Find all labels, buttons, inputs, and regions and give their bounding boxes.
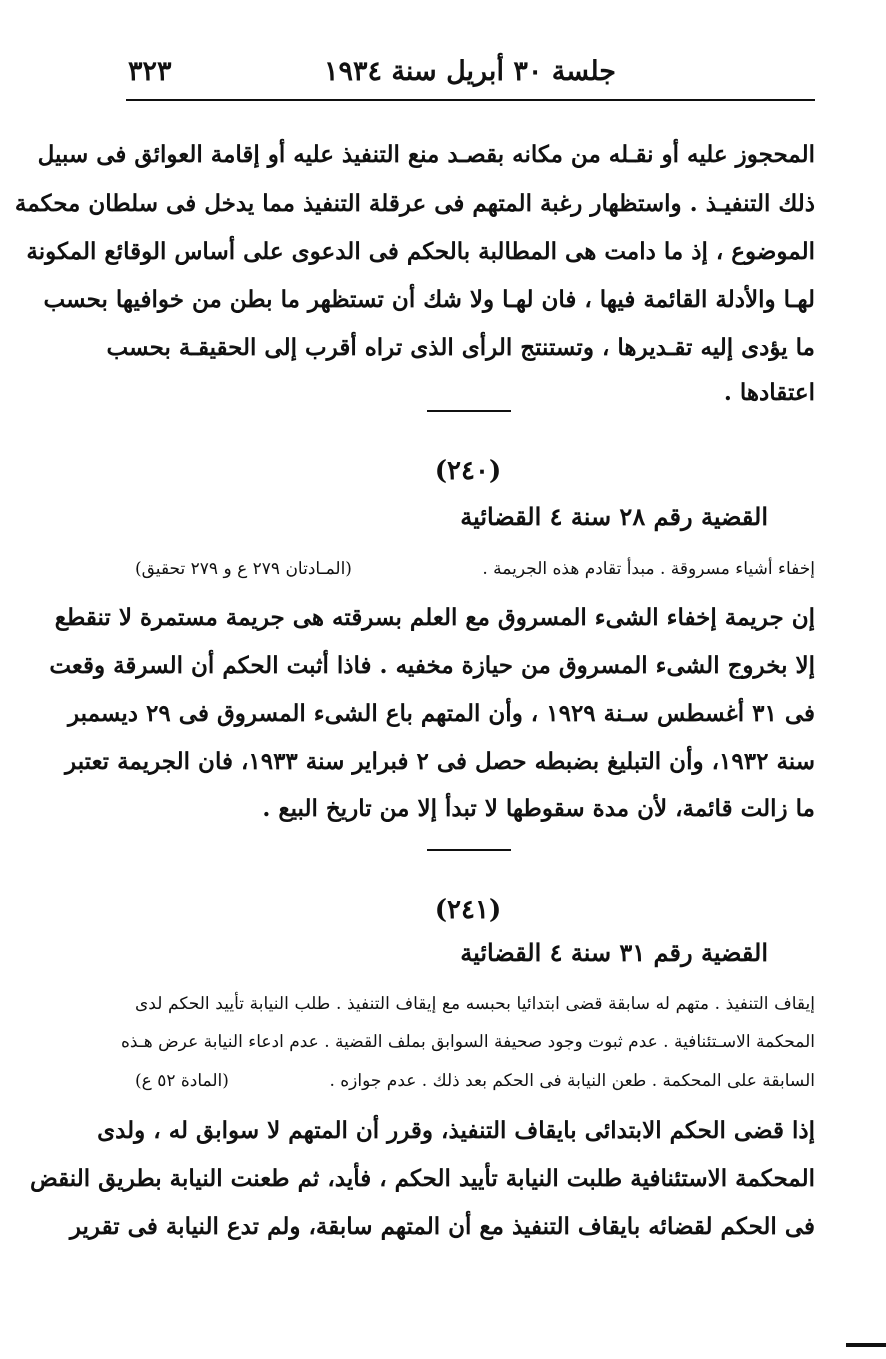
margin-mark bbox=[846, 1343, 886, 1347]
paragraph-line: المحكمة الاستئنافية طلبت النيابة تأييد الحكم ، فأيد، ثم طعنت النيابة بطريق النقض bbox=[29, 1165, 815, 1192]
section-separator bbox=[427, 410, 511, 412]
header-rule bbox=[126, 99, 815, 101]
paragraph-line: اعتقادها . bbox=[723, 379, 815, 406]
case-number: (٢٤١) bbox=[434, 895, 502, 925]
case-articles: (المـادتان ٢٧٩ ع و ٢٧٩ تحقيق) bbox=[135, 559, 352, 579]
paragraph-line: إذا قضى الحكم الابتدائى بايقاف التنفيذ، وقرر أن المتهم لا سوابق له ، ولدى bbox=[97, 1117, 815, 1144]
paragraph-line: ما زالت قائمة، لأن مدة سقوطها لا تبدأ إلا من تاريخ البيع . bbox=[262, 795, 815, 822]
case-reference: القضية رقم ٢٨ سنة ٤ القضائية bbox=[460, 502, 768, 531]
case-keywords: السابقة على المحكمة . طعن النيابة فى الحكم بعد ذلك . عدم جوازه . bbox=[329, 1071, 815, 1091]
paragraph-line: إن جريمة إخفاء الشىء المسروق مع العلم بسرقته هى جريمة مستمرة لا تنقطع bbox=[54, 604, 815, 631]
case-keywords-line: إيقاف التنفيذ . متهم له سابقة قضى ابتدائيا بحبسه مع إيقاف التنفيذ . طلب النيابة تأييد الحكم لدى bbox=[135, 994, 815, 1014]
paragraph-line: ذلك التنفيـذ . واستظهار رغبة المتهم فى عرقلة التنفيذ مما يدخل فى سلطان محكمة bbox=[14, 190, 815, 217]
paragraph-line: ما يؤدى إليه تقـديرها ، وتستنتج الرأى الذى تراه أقرب إلى الحقيقـة بحسب bbox=[106, 334, 815, 361]
paragraph-line: فى ٣١ أغسطس سـنة ١٩٢٩ ، وأن المتهم باع الشىء المسروق فى ٢٩ ديسمبر bbox=[67, 700, 815, 727]
paragraph-line: سنة ١٩٣٢، وأن التبليغ بضبطه حصل فى ٢ فبراير سنة ١٩٣٣، فان الجريمة تعتبر bbox=[65, 748, 815, 775]
paragraph-line: لهـا والأدلة القائمة فيها ، فان لهـا ولا شك أن تستظهر ما بطن من خوافيها بحسب bbox=[43, 286, 815, 313]
case-reference: القضية رقم ٣١ سنة ٤ القضائية bbox=[460, 938, 768, 967]
paragraph-line: فى الحكم لقضائه بايقاف التنفيذ مع أن المتهم سابقة، ولم تدع النيابة فى تقرير bbox=[69, 1213, 815, 1240]
case-articles: (المادة ٥٢ ع) bbox=[135, 1071, 229, 1091]
paragraph-line: إلا بخروج الشىء المسروق من حيازة مخفيه . فاذا أثبت الحكم أن السرقة وقعت bbox=[49, 652, 815, 679]
section-separator bbox=[427, 849, 511, 851]
case-keywords: إخفاء أشياء مسروقة . مبدأ تقادم هذه الجريمة . bbox=[482, 559, 815, 579]
case-keywords-line: المحكمة الاسـتئنافية . عدم ثبوت وجود صحيفة السوابق بملف القضية . عدم ادعاء النيابة عرض هـذه bbox=[120, 1032, 815, 1052]
running-header-title: جلسة ٣٠ أبريل سنة ١٩٣٤ bbox=[324, 56, 616, 87]
paragraph-line: المحجوز عليه أو نقـله من مكانه بقصـد منع التنفيذ عليه أو إقامة العوائق فى سبيل bbox=[37, 141, 815, 168]
case-number: (٢٤٠) bbox=[434, 456, 502, 486]
page-number: ٣٢٣ bbox=[128, 56, 172, 87]
paragraph-line: الموضوع ، إذ ما دامت هى المطالبة بالحكم فى الدعوى على أساس الوقائع المكونة bbox=[26, 238, 815, 265]
